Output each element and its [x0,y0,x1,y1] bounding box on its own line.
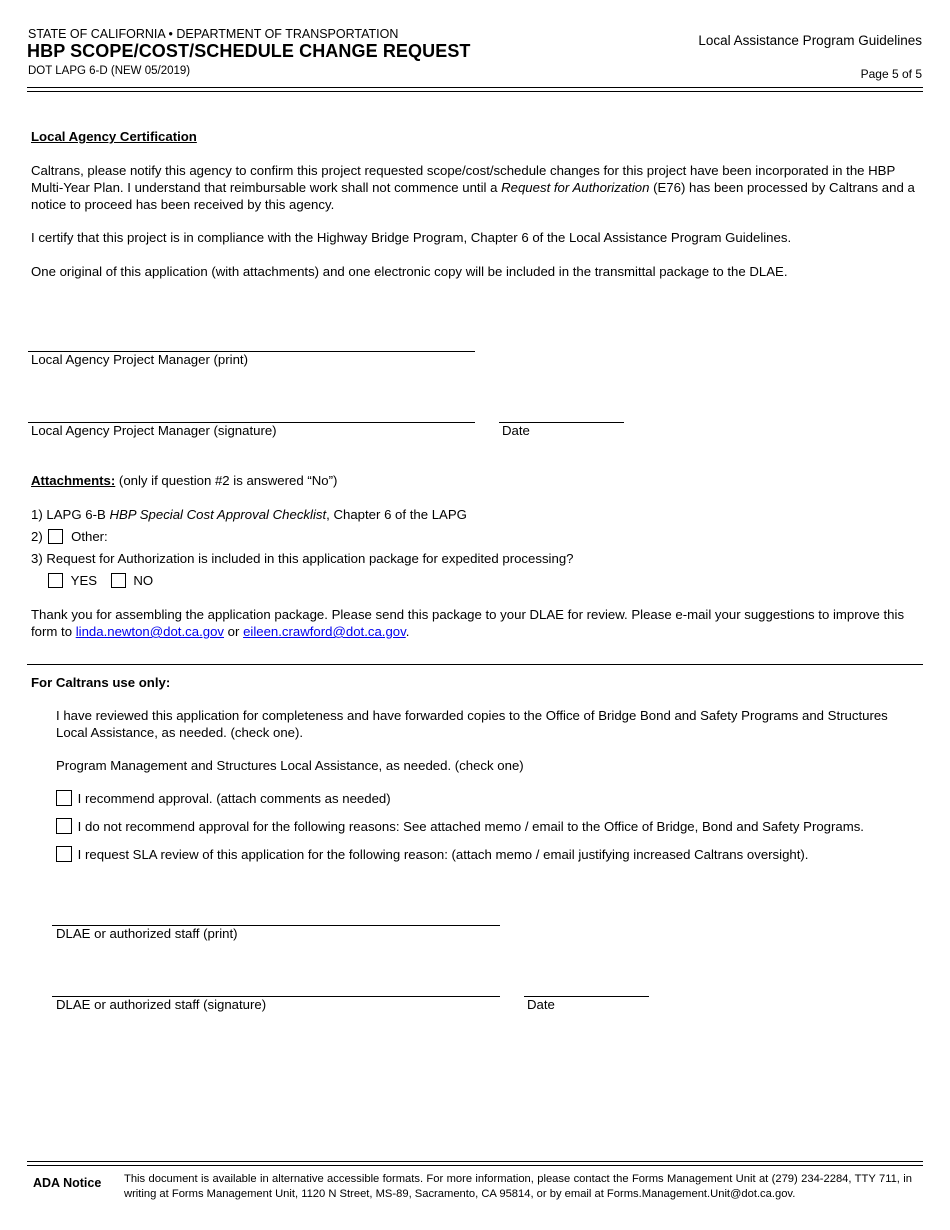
email-link-linda-newton[interactable]: linda.newton@dot.ca.gov [75,624,224,639]
thanks-text: Thank you for assembling the application package. Please send this package to your DLAE for review. Please e-mail your suggestions to improve this form to [31,607,905,639]
certification-paragraph-2: I certify that this project is in compliance with the Highway Bridge Program, Chapter 6 of the Local Assistance Program Guidelines. [31,230,792,245]
dlae-date-label: Date [527,997,555,1012]
thanks-or: or [224,624,244,639]
thanks-paragraph [31,606,919,640]
pm-signature-label: Local Agency Project Manager (signature) [31,423,277,438]
checklist-title: HBP Special Cost Approval Checklist [109,507,327,522]
agency-name: STATE OF CALIFORNIA • DEPARTMENT OF TRANSPORTATION [28,27,399,41]
not-recommend-label: I do not recommend approval for the following reasons: See attached memo / email to the Office of Bridge, Bond and Safety Programs. [77,819,864,834]
certification-p1-end: (E76) has been processed by Caltrans and a notice to proceed has been received by this agency. [31,180,915,212]
yes-label: YES [70,573,98,588]
caltrans-paragraph-2: Program Management and Structures Local Assistance, as needed. (check one) [56,758,524,773]
request-for-authorization-title: Request for Authorization [501,180,650,195]
guidelines-label: Local Assistance Program Guidelines [698,33,922,48]
other-checkbox[interactable] [48,529,63,544]
header-rule-bottom [27,91,923,92]
recommend-approval-label: I recommend approval. (attach comments as needed) [77,791,391,806]
attachment-item-1-end: , Chapter 6 of the LAPG [326,507,467,522]
attachments-line [31,472,337,489]
dlae-print-label: DLAE or authorized staff (print) [56,926,238,941]
certification-paragraph-1 [31,162,919,213]
option-recommend-approval [56,790,391,807]
dlae-signature-label: DLAE or authorized staff (signature) [56,997,267,1012]
caltrans-paragraph-1: I have reviewed this application for completeness and have forwarded copies to the Office of Bridge Bond and Safety Programs and Structures Local Assistance, as needed. (check one). [56,708,888,740]
option-not-recommend [56,818,864,835]
certification-heading: Local Agency Certification [31,129,197,144]
other-label: Other: [71,529,108,544]
attachment-item-1-start: 1) LAPG 6-B [31,507,110,522]
attachment-item-3: 3) Request for Authorization is included in this application package for expedited processing? [31,551,574,566]
page-number: Page 5 of 5 [860,67,922,81]
no-label: NO [133,573,154,588]
sla-review-checkbox[interactable] [56,846,72,862]
certification-p1-start: Caltrans, please notify this agency to confirm this project requested scope/cost/schedule changes for this project have been incorporated in the HBP Multi-Year Plan. I understand that reimbursable work shall not commence until a [31,163,896,195]
pm-date-label: Date [502,423,530,438]
email-link-eileen-crawford[interactable]: eileen.crawford@dot.ca.gov [243,624,406,639]
ada-notice-text: This document is available in alternative accessible formats. For more information, please contact the Forms Management Unit at (279) 234-2284, TTY 711, in writing at Forms Management Unit, 1120 N Street, MS-89, Sacramento, CA 95814, or by email at Forms.Management.Unit@dot.ca.gov. [124,1173,912,1200]
footer-rule-bottom [27,1165,923,1166]
form-title: HBP SCOPE/COST/SCHEDULE CHANGE REQUEST [27,41,471,61]
sla-review-label: I request SLA review of this application for the following reason: (attach memo / email justifying increased Caltrans oversight). [77,847,809,862]
attachments-heading: Attachments: [31,473,116,488]
footer-rule-top [27,1161,923,1162]
attachment-item-2-number: 2) [31,529,43,544]
thanks-period: . [405,624,410,639]
yes-checkbox[interactable] [48,573,63,588]
expedited-options [48,572,153,589]
section-divider [27,664,923,665]
attachments-note: (only if question #2 is answered “No”) [115,473,338,488]
header-rule-top [27,87,923,88]
certification-paragraph-3: One original of this application (with attachments) and one electronic copy will be included in the transmittal package to the DLAE. [31,264,788,279]
recommend-approval-checkbox[interactable] [56,790,72,806]
option-sla-review [56,846,808,863]
attachment-item-1 [31,506,467,523]
attachment-item-2 [31,528,108,545]
no-checkbox[interactable] [111,573,126,588]
form-number: DOT LAPG 6-D (NEW 05/2019) [28,65,191,77]
pm-print-label: Local Agency Project Manager (print) [31,352,248,367]
caltrans-heading: For Caltrans use only: [31,675,171,690]
ada-notice-label: ADA Notice [33,1176,102,1190]
not-recommend-checkbox[interactable] [56,818,72,834]
